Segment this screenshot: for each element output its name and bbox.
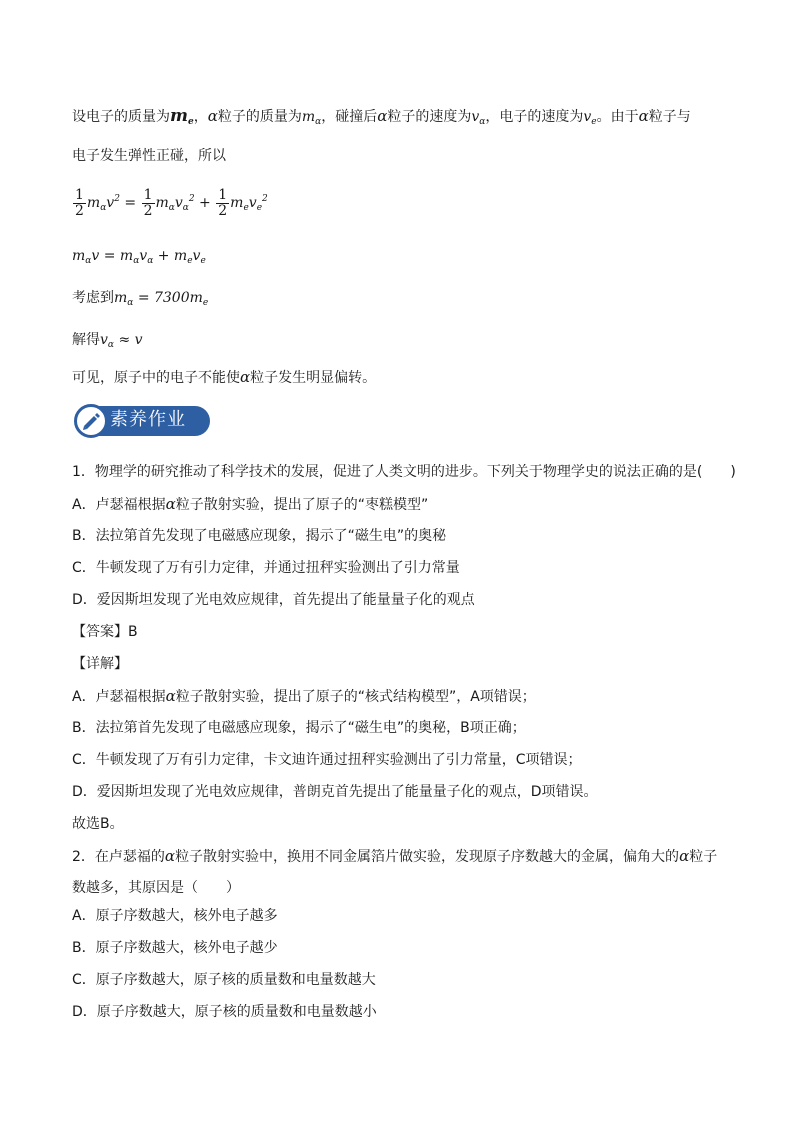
energy-equation: $\frac{1}{2}$ $m_\alpha v^2$ = $\frac{1}{2}$ $m_\alpha v_\alpha^2$ + $\frac{1}{2}$ $m_ev_e^2$	[75, 186, 268, 219]
alpha-symbol: α	[638, 107, 649, 125]
q2-stem-line-1: 2．在卢瑟福的α粒子散射实验中，换用不同金属箔片做实验，发现原子序数越大的金属，偏角大的α粒子	[72, 847, 718, 865]
pencil-icon	[74, 404, 108, 438]
math-ve: $v_e$	[583, 109, 597, 127]
solve-line: 解得$v_\alpha \approx v$	[72, 332, 143, 350]
section-banner	[74, 404, 210, 438]
q1-option-b: B．法拉第首先发现了电磁感应现象，揭示了“磁生电”的奥秘	[72, 528, 447, 544]
math-valpha: $v_\alpha$	[471, 109, 486, 127]
q1-answer: 【答案】B	[72, 624, 138, 640]
consider-line: 考虑到$m_\alpha = 7300m_e$	[72, 290, 209, 308]
alpha-symbol: α	[165, 687, 176, 705]
intro-line-2: 电子发生弹性正碰，所以	[72, 148, 226, 164]
q1-explain-c: C．牛顿发现了万有引力定律，卡文迪许通过扭秤实验测出了引力常量，C项错误；	[72, 752, 582, 768]
alpha-symbol: α	[165, 495, 176, 513]
math-me: $m_e$	[170, 106, 194, 127]
q2-stem-line-2: 数越多，其原因是（ ）	[72, 880, 240, 896]
q2-option-d: D．原子序数越大，原子核的质量数和电量数越小	[72, 1004, 377, 1020]
alpha-symbol: α	[207, 107, 218, 125]
alpha-symbol: α	[240, 368, 251, 386]
q1-option-a: A．卢瑟福根据α粒子散射实验，提出了原子的“枣糕模型”	[72, 495, 429, 513]
q1-explain-b: B．法拉第首先发现了电磁感应现象，揭示了“磁生电”的奥秘，B项正确；	[72, 720, 526, 736]
alpha-symbol: α	[377, 107, 388, 125]
q1-stem: 1．物理学的研究推动了科学技术的发展，促进了人类文明的进步。下列关于物理学史的说法正确的是( )	[72, 464, 736, 480]
conclusion-line: 可见，原子中的电子不能使α粒子发生明显偏转。	[72, 368, 377, 386]
alpha-symbol: α	[679, 847, 690, 865]
intro-line-1: 设电子的质量为$m_e$，α粒子的质量为$m_\alpha$，碰撞后α粒子的速度为$v_\alpha$，电子的速度为$v_e$。由于α粒子与	[72, 106, 691, 127]
q1-explain-a: A．卢瑟福根据α粒子散射实验，提出了原子的“核式结构模型”，A项错误；	[72, 687, 536, 705]
q1-choice: 故选B。	[72, 816, 124, 832]
q2-option-c: C．原子序数越大，原子核的质量数和电量数越大	[72, 972, 376, 988]
banner-label: 素养作业	[110, 409, 186, 430]
math-malpha: $m_\alpha$	[301, 109, 322, 127]
q1-option-d: D．爱因斯坦发现了光电效应规律，首先提出了能量量子化的观点	[72, 592, 475, 608]
q1-detail-label: 【详解】	[72, 656, 128, 672]
momentum-equation: $m_\alpha v = m_\alpha v_\alpha + m_ev_e$	[72, 248, 206, 266]
alpha-symbol: α	[164, 847, 176, 865]
q2-option-a: A．原子序数越大，核外电子越多	[72, 908, 278, 924]
q1-option-c: C．牛顿发现了万有引力定律，并通过扭秤实验测出了引力常量	[72, 560, 460, 576]
q2-option-b: B．原子序数越大，核外电子越少	[72, 940, 278, 956]
q1-explain-d: D．爱因斯坦发现了光电效应规律，普朗克首先提出了能量量子化的观点，D项错误。	[72, 784, 598, 800]
